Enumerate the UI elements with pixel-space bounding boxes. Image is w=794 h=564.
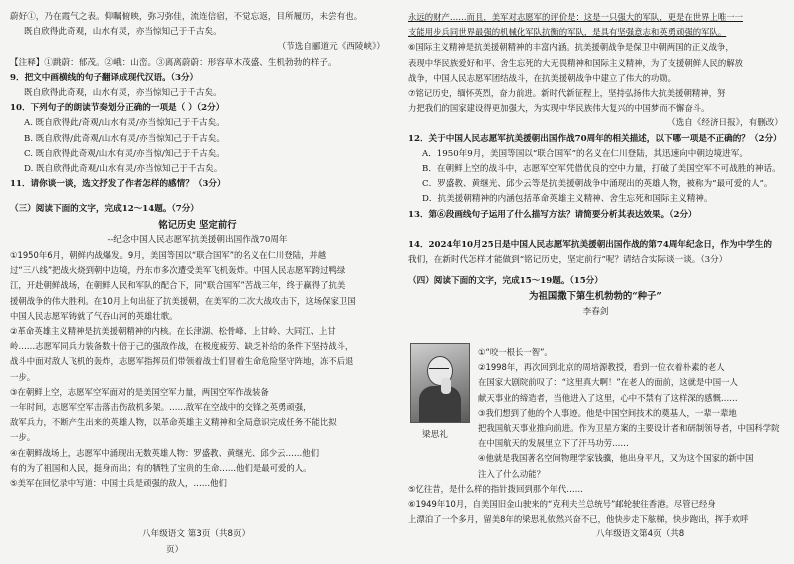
bio-line: ⑥1949年10月，自美国旧金山驶来的“克利夫兰总统号”邮轮驶往香港。尽管已经身 — [408, 499, 716, 510]
option-b: B．在朝鲜上空的战斗中，志愿军空军凭借优良的空中力量，打破了美国空军不可战胜的神话。 — [422, 164, 781, 175]
right-page-footer: 八年级语文第4页（共8 — [596, 529, 685, 539]
question-14-cont: 我们，在新时代怎样才能做到“铭记历史，坚定前行”呢？请结合实际谈一谈。（3分） — [408, 255, 728, 266]
article-line: 敌军兵力，不断产生出来的英雄人物，以革命英雄主义精神和全局意识完成任务不能比拟 — [10, 417, 337, 428]
blank-line — [408, 223, 783, 238]
bio-line: 把我国航天事业推向前进。作为卫星方案的主要设计者和研制领导者，中国科学院 — [478, 423, 780, 434]
article-title: 为祖国撒下第生机勃勃的“种子” — [529, 291, 662, 303]
source-citation: （选自《经济日报》，有删改） — [666, 118, 783, 129]
article-line: 战斗中面对敌人飞机的轰炸，志愿军指挥员们带领着战士们冒着生命危险坚守阵地，冻不后退 — [10, 356, 354, 367]
article-line: 一步。 — [10, 371, 36, 382]
portrait-hand — [441, 378, 451, 394]
photo-caption: 梁思礼 — [422, 430, 448, 440]
option-b: B. 既自欣得/此奇观/山水有灵/亦当惊知己于千古矣。 — [24, 133, 225, 144]
bio-line: 上漂泊了一个多月，留美8年的梁思礼依然兴奋不已，他快步走下舷梯，快步跑出，挥手欢呼 — [408, 514, 749, 525]
article-line: 江，开赴朝鲜战场，在朝鲜人民和军队的配合下，同“联合国军”苦战三年，终于赢得了抗美 — [10, 280, 346, 291]
article-line: 一步。 — [10, 432, 36, 443]
left-page-footer: 八年级语文 第3页（共8页） — [142, 529, 251, 539]
bio-line: ⑤忆往昔，是什么样的指针拨回到那个年代…… — [408, 484, 584, 494]
option-c: C．罗盛教、黄继光、邱少云等是抗美援朝战争中涌现出的英雄人物，被称为“最可爱的人”。 — [422, 179, 773, 190]
bio-line: ①“咬一根长一智”。 — [478, 347, 553, 357]
article-line: 岭……志愿军同兵力装备数十倍于己的强敌作战，在极度疲劳、缺乏补给的条件下坚持战斗， — [10, 341, 354, 352]
article-line: 有的为了祖国和人民，挺身而出；有的牺牲了宝贵的生命……他们是最可爱的人。 — [10, 462, 312, 473]
option-a: A．1950年9月，美国等国以“联合国军”的名义在仁川登陆，其迅速向中朝边境进军。 — [422, 148, 748, 159]
article-line: ⑦铭记历史，缅怀英烈，奋力前进。新时代新征程上，坚持弘扬伟大抗美援朝精神，努 — [408, 88, 726, 99]
option-c: C. 既自欣得此奇观/山水有灵/亦当惊/知己于千古矣。 — [24, 148, 225, 159]
bio-line: ③我们想到了他的个人事迹。他是中国空间技术的奠基人，一辈一辈地 — [478, 407, 737, 418]
option-d: D. 既自欣得此奇观/山水有灵/亦当惊知己于千古矣。 — [24, 164, 223, 175]
article-line: ②革命英雄主义精神是抗美援朝精神的内核。在长津湖、松骨峰、上甘岭、大同江、上甘 — [10, 326, 336, 337]
article-line: 支能用步兵同世界最强的机械化军队抗衡的军队，是具有坚强意志和英勇顽强的军队。 — [408, 27, 727, 38]
text-line: 蔚好①，乃在霞气之表。仰瞩俯映，弥习弥佳，流连信宿，不觉忘返，目所履历，未尝有也。 — [10, 12, 363, 22]
after-bio-paragraphs — [408, 482, 786, 528]
article-line: ①1950年6月，朝鲜内战爆发。9月，美国等国以“联合国军”的名义在仁川登陆，并越 — [10, 250, 327, 261]
article-line: 力把我们的国家建设得更加强大，为实现中华民族伟大复兴的中国梦而不懈奋斗。 — [408, 103, 710, 114]
article-line: 战争，中国人民志愿军团结战斗，在抗美援朝战争中建立了伟大的功勋。 — [408, 72, 676, 83]
article-line: 援朝战争的伟大胜利。在10月上旬出征了抗美援朝，在美军的二次大战攻击下，这场保家卫国 — [10, 295, 356, 306]
question-13: 13．第⑥段画线句子运用了什么描写方法？请简要分析其表达效果。（2分） — [408, 209, 697, 220]
option-d: D．抗美援朝精神的内涵包括革命英雄主义精神、舍生忘死和国际主义精神。 — [422, 194, 713, 205]
article-line: ⑤美军在回忆录中写道：中国士兵是顽强的敌人，……他们 — [10, 478, 227, 489]
option-a: A. 既自欣得此/奇观/山水有灵/亦当惊知己于千古矣。 — [24, 118, 225, 129]
source-citation: （节选自郦道元《西陵峡》） — [277, 42, 385, 53]
article-line: 永远的财产……而且，美军对志愿军的评价是：这是一只强大的军队，更是在世界上唯一一 — [408, 12, 743, 22]
bio-line: 献天事业的缔造者，当他进入了这里，心中不禁有了这样深的感慨…… — [478, 392, 738, 403]
question-10: 10．下列句子的朗读节奏划分正确的一项是（ ）（2分） — [10, 103, 225, 114]
bio-line: ④他就是我国著名空间物理学家钱骥，他出身平凡，又为这个国家的新中国 — [478, 453, 754, 464]
bio-line: 注入了什么动能？ — [478, 468, 545, 479]
bio-line: ②1998年，再次回到北京的周培源教授，看到一位衣着朴素的老人 — [478, 362, 725, 373]
article-line: 过“三八线”把战火烧到朝中边境，丹东市多次遭受美军飞机轰炸。中国人民志愿军跨过鸭绿 — [10, 265, 346, 276]
article-line: 一年时间，志愿军空军击落击伤敌机多架。……敌军在空战中的交锋之英勇顽强， — [10, 402, 312, 413]
question-11: 11．请你谈一谈，选文抒发了作者怎样的感情？（3分） — [10, 179, 226, 190]
article-line: ③在朝鲜上空，志愿军空军面对的是美国空军力量，两国空军作战装备 — [10, 386, 269, 397]
annotation-note: 【注释】①跳蔚：郁茂。②峨：山峦。③离离蔚蔚：形容草木茂盛、生机勃勃的样子。 — [10, 57, 337, 68]
article-line: 中国人民志愿军铸就了气吞山河的英雄壮歌。 — [10, 310, 178, 321]
section-3-header: （三）阅读下面的文字，完成12～14题。（7分） — [10, 204, 199, 215]
question-14: 14．2024年10月25日是中国人民志愿军抗美援朝出国作战的第74周年纪念日，作为中学生的 — [408, 239, 772, 250]
bio-line: 在国家大剧院前叹了：“这里真大啊！”在老人的面前，这就是中国一人 — [478, 377, 738, 388]
left-page-footer-tail: 页） — [166, 545, 184, 555]
left-page-column — [10, 10, 385, 491]
article-line: ④在朝鲜战场上，志愿军中涌现出无数英雄人物：罗盛教、黄继光、邱少云……他们 — [10, 447, 320, 458]
article-author: 李春剑 — [582, 306, 609, 317]
right-page-column — [408, 10, 783, 320]
bio-paragraphs — [478, 345, 783, 482]
question-9: 9．把文中画横线的句子翻译成现代汉语。（3分） — [10, 72, 199, 83]
article-line: ⑥国际主义精神是抗美援朝精神的丰富内涵。抗美援朝战争是保卫中朝两国的正义战争， — [408, 42, 734, 53]
text-line: 既自欣得此奇观，山水有灵，亦当惊知己于千古矣。 — [24, 27, 222, 38]
article-subtitle: --纪念中国人民志愿军抗美援朝出国作战70周年 — [107, 234, 288, 245]
portrait-body — [419, 386, 461, 422]
question-12: 12．关于中国人民志愿军抗美援朝出国作战70周年的相关描述，以下哪一项是不正确的？（2分） — [408, 133, 782, 144]
bio-line: 在中国航天的发展里立下了汗马功劳…… — [478, 438, 629, 449]
portrait-glasses — [429, 368, 449, 373]
article-title: 铭记历史 坚定前行 — [158, 219, 237, 231]
article-line: 表现中华民族爱好和平、舍生忘死的大无畏精神和国际主义精神，为了支援朝鲜人民的解放 — [408, 57, 743, 68]
portrait-photo — [410, 343, 470, 423]
question-9-text: 既自欣得此奇观，山水有灵，亦当惊知己于千古矣。 — [24, 88, 222, 99]
section-4-header: （四）阅读下面的文字，完成15～19题。（15分） — [408, 276, 603, 287]
